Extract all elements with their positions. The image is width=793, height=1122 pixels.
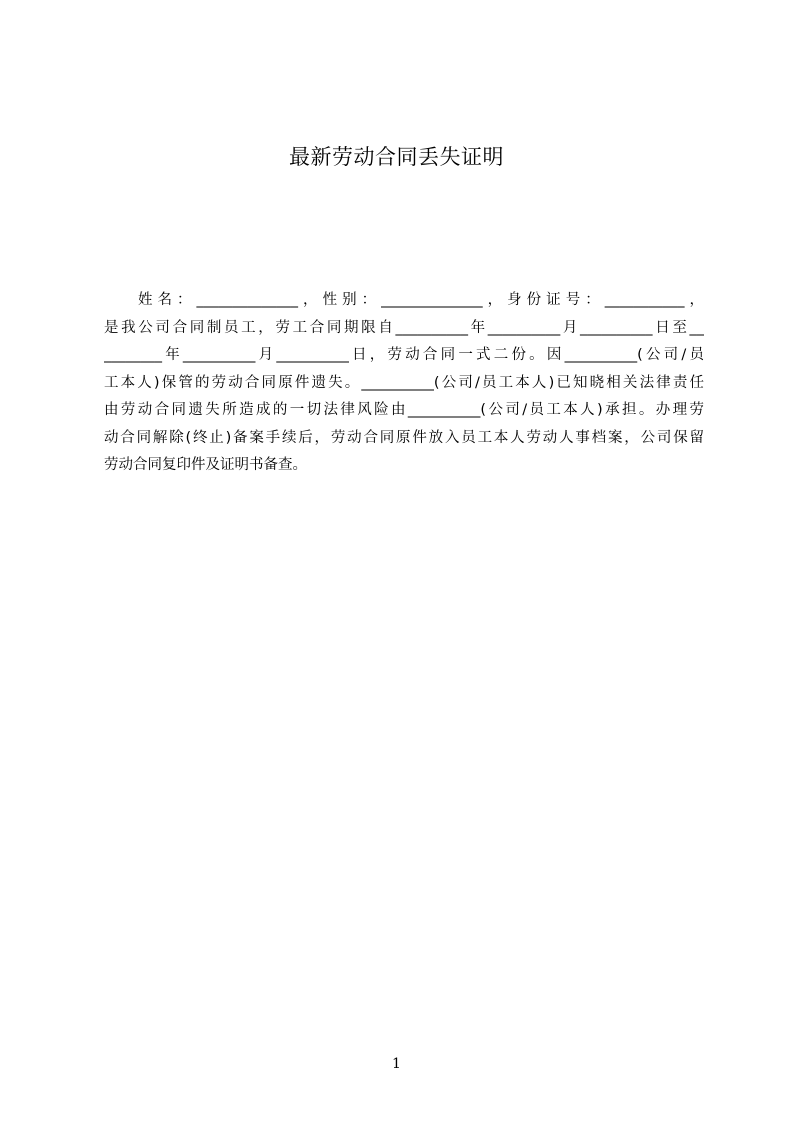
body-line: 工本人)保管的劳动合同原件遗失。__________(公司/员工本人)已知晓相关法律责任 bbox=[104, 374, 704, 391]
page-number: 1 bbox=[392, 1056, 401, 1072]
body-line: 姓名：______________，性别：______________，身份证号：___________， bbox=[138, 292, 704, 308]
body-line: 劳动合同复印件及证明书备查。 bbox=[104, 457, 307, 473]
document-body bbox=[104, 287, 704, 480]
body-line: 由劳动合同遗失所造成的一切法律风险由__________(公司/员工本人)承担。办理劳 bbox=[104, 402, 704, 418]
document-title: 最新劳动合同丢失证明 bbox=[289, 145, 504, 169]
body-line: 是我公司合同制员工，劳工合同期限自__________年__________月__________日至__ bbox=[104, 319, 704, 336]
body-line: 动合同解除(终止)备案手续后，劳动合同原件放入员工本人劳动人事档案，公司保留 bbox=[104, 429, 704, 446]
body-line: ________年__________月__________日，劳动合同一式二份。因__________(公司/员 bbox=[104, 347, 704, 363]
